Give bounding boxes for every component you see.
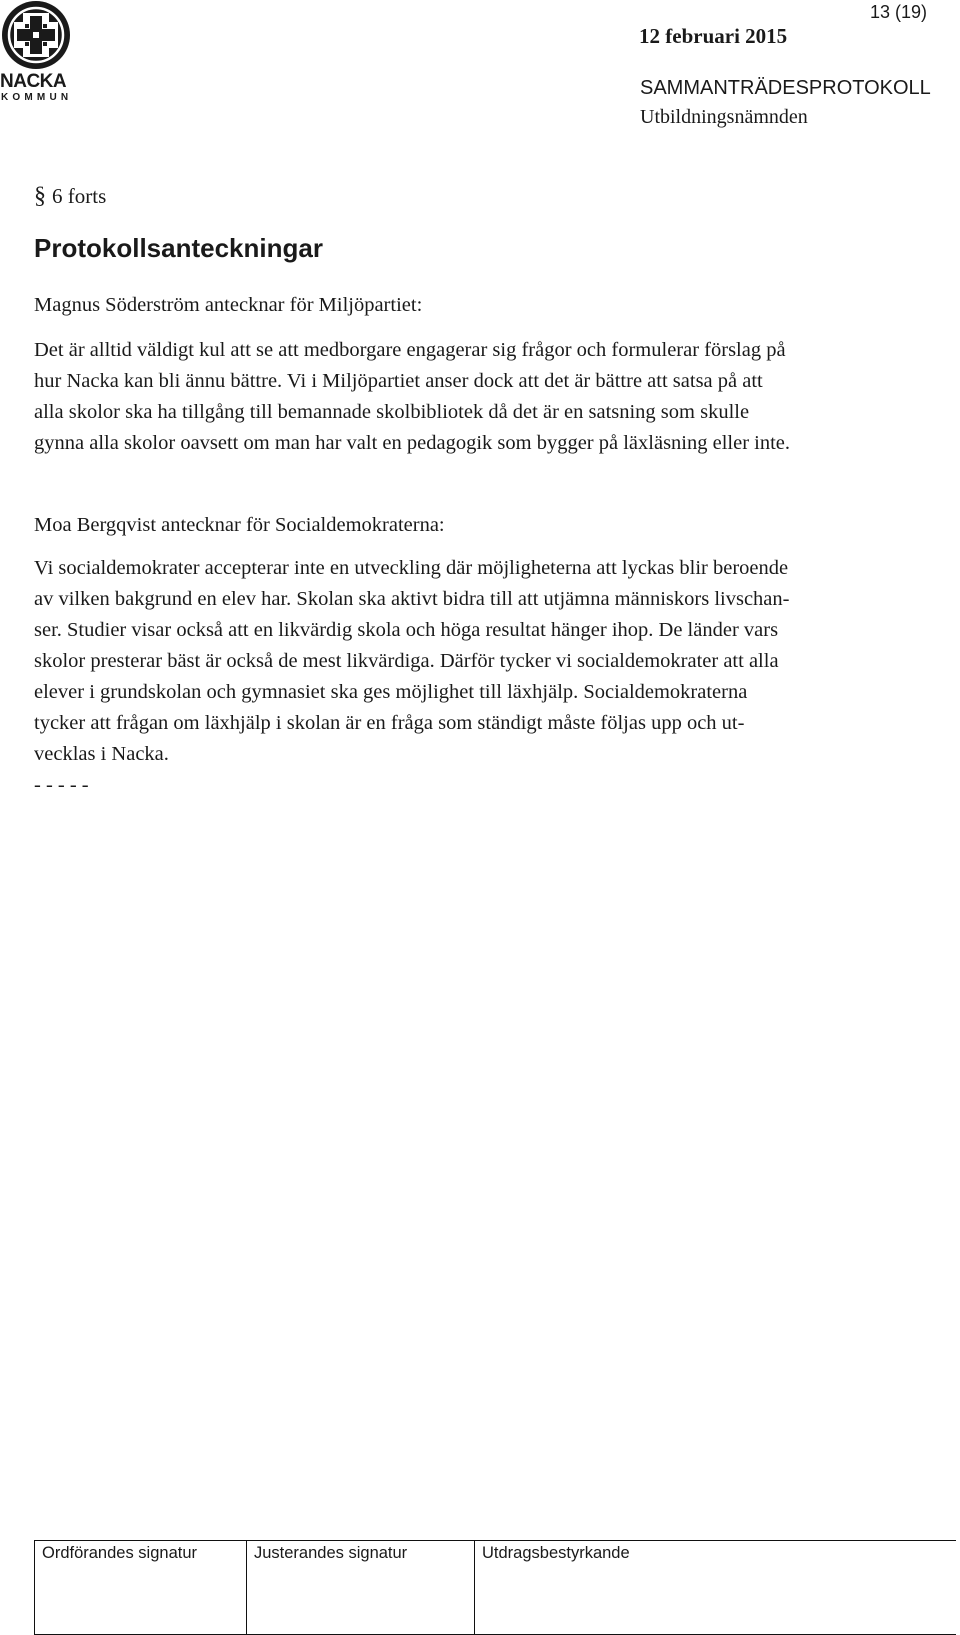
- note-socialdemokraterna-body: [34, 553, 946, 801]
- note-line: hur Nacka kan bli ännu bättre. Vi i Miljöpartiet anser dock att det är bättre att satsa på att: [34, 370, 763, 392]
- signature-table: [34, 1540, 956, 1635]
- document-type: SAMMANTRÄDESPROTOKOLL: [640, 77, 931, 99]
- end-marker: - - - - -: [34, 774, 89, 796]
- section-title: Protokollsanteckningar: [34, 233, 323, 263]
- logo-name: NACKA: [0, 71, 67, 92]
- page-number: 13 (19): [869, 2, 927, 22]
- note-line: tycker att frågan om läxhjälp i skolan är en fråga som ständigt måste följas upp och ut-: [34, 712, 745, 734]
- note-author: Moa Bergqvist antecknar för Socialdemokraterna:: [34, 514, 445, 536]
- adjuster-signature-cell: [247, 1541, 475, 1635]
- note-author: Magnus Söderström antecknar för Miljöpartiet:: [34, 294, 423, 316]
- note-line: av vilken bakgrund en elev har. Skolan ska aktivt bidra till att utjämna människors livschan-: [34, 588, 790, 610]
- note-line: Det är alltid väldigt kul att se att medborgare engagerar sig frågor och formulerar förslag på: [34, 339, 786, 361]
- note-line: skolor presterar bäst är också de mest likvärdiga. Därför tycker vi socialdemokrater att alla: [34, 650, 779, 672]
- chair-signature-label: Ordförandes signatur: [42, 1544, 198, 1562]
- extract-certification-label: Utdragsbestyrkande: [482, 1544, 630, 1562]
- note-line: elever i grundskolan och gymnasiet ska ges möjlighet till läxhjälp. Socialdemokraterna: [34, 681, 748, 703]
- note-line: alla skolor ska ha tillgång till bemannade skolbibliotek då det är en satsning som skulle: [34, 401, 750, 423]
- meeting-date: 12 februari 2015: [639, 24, 788, 48]
- note-line: gynna alla skolor oavsett om man har valt en pedagogik som bygger på läxläsning eller inte.: [34, 432, 791, 454]
- section-reference: [34, 183, 106, 210]
- committee-name: Utbildningsnämnden: [640, 106, 808, 128]
- nacka-emblem-icon: [1, 0, 71, 70]
- note-miljopartiet: [34, 290, 946, 321]
- section-sign: §: [34, 183, 46, 209]
- logo-subtitle: KOMMUN: [1, 92, 73, 103]
- section-ref-text: 6 forts: [52, 184, 107, 208]
- note-line: ser. Studier visar också att en likvärdig skola och höga resultat hänger ihop. De länder vars: [34, 619, 779, 641]
- adjuster-signature-label: Justerandes signatur: [254, 1544, 408, 1562]
- note-socialdemokraterna: [34, 510, 946, 541]
- note-line: vecklas i Nacka.: [34, 743, 169, 765]
- nacka-logo: [0, 0, 76, 103]
- note-miljopartiet-body: [34, 335, 946, 459]
- extract-certification-cell: [475, 1541, 957, 1635]
- note-line: Vi socialdemokrater accepterar inte en utveckling där möjligheterna att lyckas blir beroende: [34, 557, 789, 579]
- chair-signature-cell: [35, 1541, 247, 1635]
